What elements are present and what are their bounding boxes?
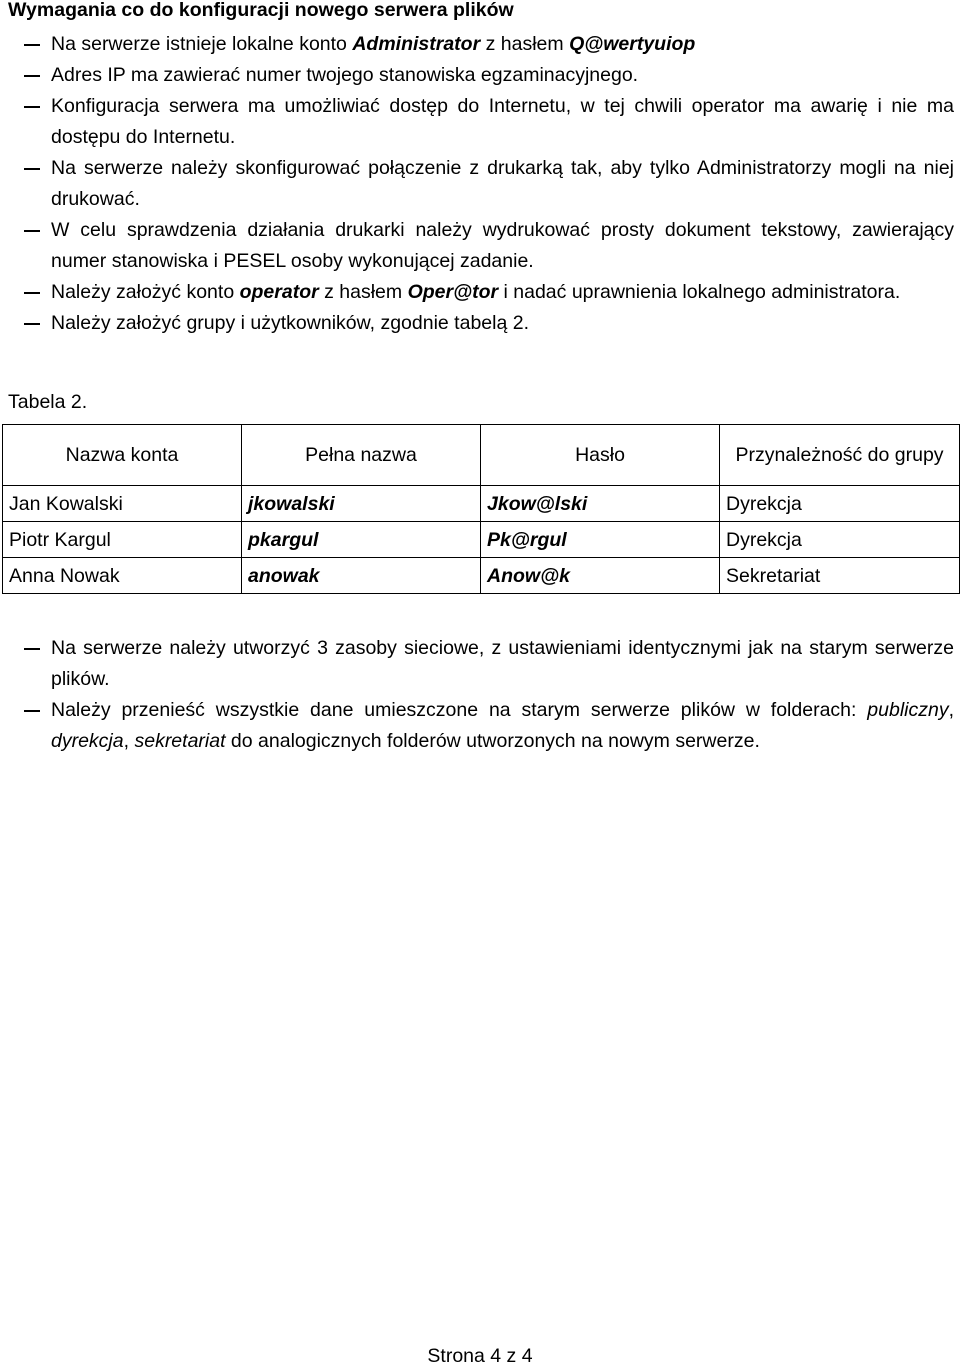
list-item-text: Konfiguracja serwera ma umożliwiać dostęp do Internetu, w tej chwili operator ma awarię i nie ma dostępu do Internetu.: [51, 95, 954, 148]
list-item-text: Adres IP ma zawierać numer twojego stanowiska egzaminacyjnego.: [51, 64, 639, 86]
list-item-text: dyrekcja: [51, 730, 124, 752]
dash-bullet-icon: [24, 292, 40, 294]
dash-bullet-icon: [24, 106, 40, 108]
dash-bullet-icon: [24, 323, 40, 325]
list-item-text: Na serwerze należy utworzyć 3 zasoby sieciowe, z ustawieniami identycznymi jak na starym serwerze plików.: [51, 637, 954, 690]
list-item-text: Oper@tor: [407, 281, 499, 303]
list-item-text: W celu sprawdzenia działania drukarki należy wydrukować prosty dokument tekstowy, zawierający numer stanowiska i PESEL osoby wykonującej zadanie.: [51, 219, 954, 272]
list-item-text: do analogicznych folderów utworzonych na nowym serwerze.: [225, 730, 760, 752]
table-row: [3, 558, 960, 594]
cell-full-name: jkowalski: [242, 486, 481, 522]
dash-bullet-icon: [24, 230, 40, 232]
page-footer: Strona 4 z 4: [427, 1345, 533, 1367]
list-item: [0, 91, 960, 153]
list-item: [0, 633, 960, 695]
requirements-list: [0, 29, 960, 339]
table-caption: Tabela 2.: [8, 391, 88, 413]
table-row: [3, 486, 960, 522]
accounts-table: [2, 424, 960, 594]
header-group: Przynależność do grupy: [720, 425, 960, 486]
table-row: [3, 522, 960, 558]
list-item-text: Należy założyć konto: [51, 281, 240, 303]
shares-list: [0, 633, 960, 757]
list-item: [0, 29, 960, 60]
list-item-text: Na serwerze istnieje lokalne konto: [51, 33, 353, 55]
dash-bullet-icon: [24, 168, 40, 170]
list-item-text: ,: [948, 699, 954, 721]
list-item-text: z hasłem: [480, 33, 570, 55]
dash-bullet-icon: [24, 75, 40, 77]
cell-account-name: Piotr Kargul: [3, 522, 242, 558]
header-account-name: Nazwa konta: [3, 425, 242, 486]
cell-full-name: anowak: [242, 558, 481, 594]
table-header-row: [3, 425, 960, 486]
list-item: [0, 308, 960, 339]
dash-bullet-icon: [24, 44, 40, 46]
cell-group: Dyrekcja: [720, 486, 960, 522]
list-item-text: publiczny: [867, 699, 949, 721]
list-item-text: Należy przenieść wszystkie dane umieszczone na starym serwerze plików w folderach:: [51, 699, 868, 721]
list-item: [0, 60, 960, 91]
cell-group: Sekretariat: [720, 558, 960, 594]
section-heading: Wymagania co do konfiguracji nowego serwera plików: [8, 0, 514, 21]
list-item-text: Na serwerze należy skonfigurować połączenie z drukarką tak, aby tylko Administratorzy mogli na niej drukować.: [51, 157, 954, 210]
list-item-text: operator: [239, 281, 319, 303]
list-item: [0, 215, 960, 277]
cell-account-name: Anna Nowak: [3, 558, 242, 594]
list-item-text: i nadać uprawnienia lokalnego administratora.: [498, 281, 901, 303]
dash-bullet-icon: [24, 648, 40, 650]
list-item: [0, 695, 960, 757]
cell-password: Anow@k: [481, 558, 720, 594]
header-password: Hasło: [481, 425, 720, 486]
cell-group: Dyrekcja: [720, 522, 960, 558]
cell-password: Pk@rgul: [481, 522, 720, 558]
dash-bullet-icon: [24, 710, 40, 712]
list-item-text: ,: [123, 730, 135, 752]
list-item-text: z hasłem: [318, 281, 408, 303]
list-item-text: Administrator: [352, 33, 481, 55]
cell-full-name: pkargul: [242, 522, 481, 558]
header-full-name: Pełna nazwa: [242, 425, 481, 486]
list-item-text: sekretariat: [134, 730, 226, 752]
cell-account-name: Jan Kowalski: [3, 486, 242, 522]
list-item: [0, 153, 960, 215]
list-item-text: Należy założyć grupy i użytkowników, zgodnie tabelą 2.: [51, 312, 529, 334]
list-item-text: Q@wertyuiop: [569, 33, 696, 55]
cell-password: Jkow@lski: [481, 486, 720, 522]
list-item: [0, 277, 960, 308]
